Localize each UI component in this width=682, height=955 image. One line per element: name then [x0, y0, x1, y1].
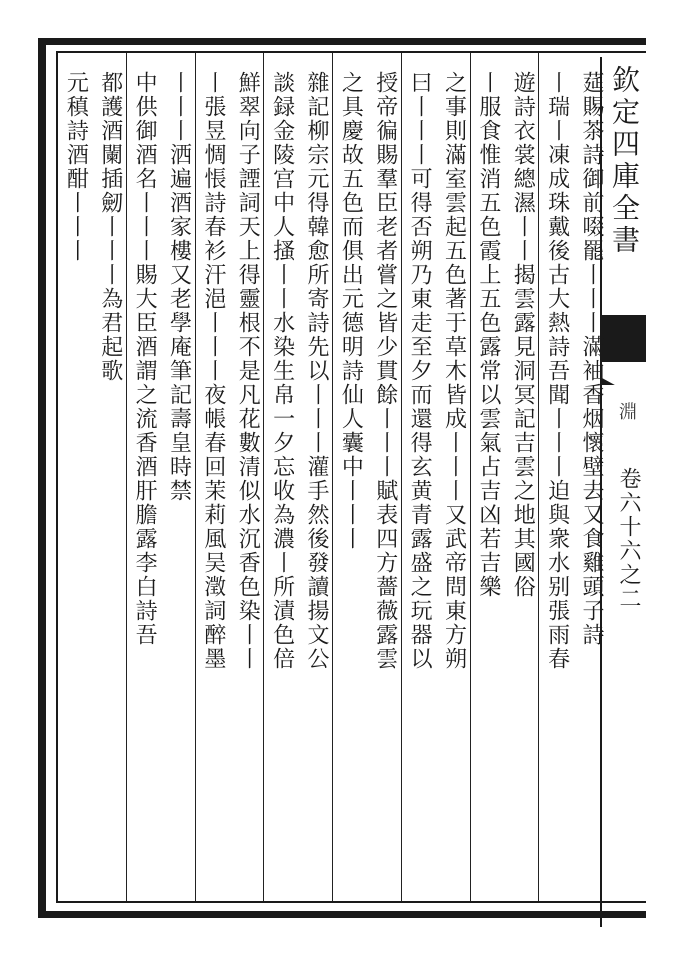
page-frame: [38, 38, 646, 918]
column-rule: [263, 53, 264, 901]
text-column-13: 丨丨丨洒遍酒家樓又老學庵筆記壽皇時禁: [166, 71, 192, 503]
text-column-3: 遊詩衣裳總濕丨丨揭雲露見洞冥記吉雲之地其國俗: [510, 71, 536, 599]
column-rule: [332, 53, 333, 901]
column-rule: [470, 53, 471, 901]
text-column-9: 雜記柳宗元得韓愈所寄詩先以丨丨丨灌手然後發讀揚文公: [304, 71, 329, 671]
column-rule: [126, 53, 127, 901]
text-column-5: 之事則滿室雲起五色著于草木皆成丨丨丨又武帝問東方朔: [441, 71, 467, 671]
text-column-4: 丨服食惟消五色霞上五色露常以雲氣占吉凶若吉樂: [475, 71, 501, 599]
column-rule: [401, 53, 402, 901]
text-column-12: 丨張昱惆悵詩春衫汗浥丨丨丨夜帳春回茉莉風吴澂詞醉墨: [200, 71, 226, 671]
text-column-2: 丨瑞丨凍成珠戴後古大熱詩吾聞丨丨丨迫與衆水别張雨春: [544, 71, 570, 671]
text-column-7: 授帝徧賜羣臣老者嘗之皆少貫餘丨丨丨賦表四方薔薇露雲: [372, 71, 398, 671]
book-title: 欽定四庫全書: [608, 65, 641, 257]
text-column-14: 中供御酒名丨丨丨賜大臣酒謂之流香酒肝膽露李白詩吾: [132, 71, 158, 647]
text-column-15: 都護酒闌插劒丨丨丨為君起歌: [97, 71, 123, 383]
column-rule: [195, 53, 196, 901]
banner-subtitle: 淵: [616, 402, 637, 420]
text-column-8: 之具慶故五色而俱出元德明詩仙人囊中丨丨丨: [338, 71, 364, 551]
text-column-11: 鮮翠向子諲詞天上得靈根不是凡花數清似水沉香色染丨丨: [235, 71, 261, 671]
column-rule: [538, 53, 539, 901]
volume-label: 卷六十六之二: [616, 467, 641, 611]
text-block: [56, 51, 646, 903]
text-column-16: 元稹詩酒酣丨丨丨: [63, 71, 89, 263]
text-column-10: 談録金陵宫中人搔丨丨水染生帛一夕忘收為濃丨所漬色倍: [269, 71, 295, 671]
text-column-6: 曰丨丨丨可得否朔乃東走至夕而還得玄黄青露盛之玩器以: [407, 71, 433, 671]
text-column-1: 莚賜茶詩御前啜罷丨丨丨滿袖香烟懷壁去又食雞頭子詩: [579, 71, 604, 647]
